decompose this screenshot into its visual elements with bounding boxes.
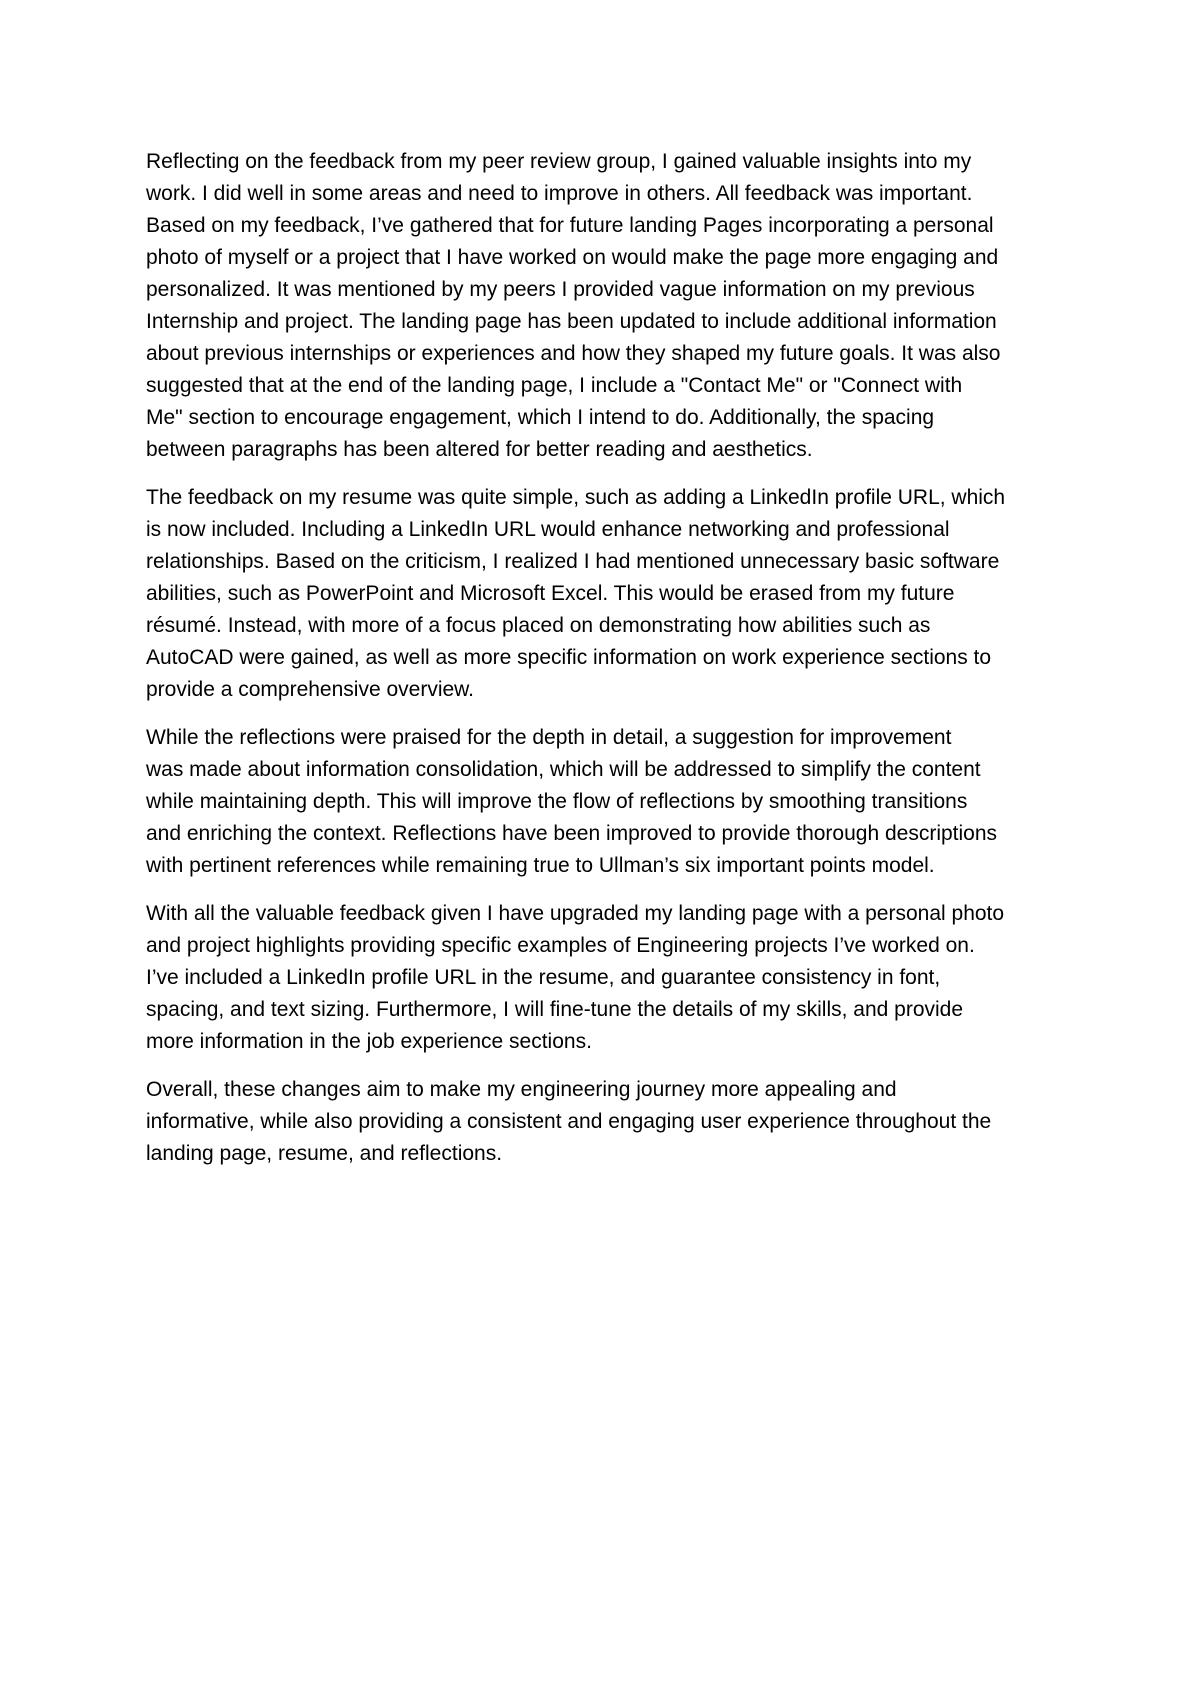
paragraph-line: more information in the job experience sections. xyxy=(146,1030,592,1053)
paragraph-line: about previous internships or experiences and how they shaped my future goals. It was also xyxy=(146,342,1001,365)
paragraph-3 xyxy=(146,722,1066,882)
paragraph-line: Internship and project. The landing page has been updated to include additional information xyxy=(146,310,997,333)
paragraph-line: relationships. Based on the criticism, I realized I had mentioned unnecessary basic software xyxy=(146,550,1000,573)
paragraph-line: informative, while also providing a consistent and engaging user experience throughout the xyxy=(146,1110,992,1133)
paragraph-5 xyxy=(146,1074,1066,1170)
paragraph-line: The feedback on my resume was quite simple, such as adding a LinkedIn profile URL, which xyxy=(146,486,1006,509)
paragraph-line: Overall, these changes aim to make my engineering journey more appealing and xyxy=(146,1078,897,1101)
paragraph-line: I’ve included a LinkedIn profile URL in the resume, and guarantee consistency in font, xyxy=(146,966,941,989)
paragraph-line: AutoCAD were gained, as well as more specific information on work experience sections to xyxy=(146,646,992,669)
paragraph-line: was made about information consolidation, which will be addressed to simplify the content xyxy=(146,758,981,781)
paragraph-line: with pertinent references while remaining true to Ullman’s six important points model. xyxy=(146,854,935,877)
paragraph-line: Reflecting on the feedback from my peer review group, I gained valuable insights into my xyxy=(146,150,972,173)
paragraph-line: résumé. Instead, with more of a focus placed on demonstrating how abilities such as xyxy=(146,614,931,637)
paragraph-line: Based on my feedback, I’ve gathered that for future landing Pages incorporating a personal xyxy=(146,214,994,237)
paragraph-line: provide a comprehensive overview. xyxy=(146,678,475,701)
paragraph-line: and project highlights providing specific examples of Engineering projects I’ve worked on. xyxy=(146,934,975,957)
paragraph-line: While the reflections were praised for the depth in detail, a suggestion for improvement xyxy=(146,726,952,749)
paragraph-line: With all the valuable feedback given I have upgraded my landing page with a personal photo xyxy=(146,902,1005,925)
paragraph-line: spacing, and text sizing. Furthermore, I will fine-tune the details of my skills, and provide xyxy=(146,998,964,1021)
paragraph-4 xyxy=(146,898,1066,1058)
paragraph-line: and enriching the context. Reflections have been improved to provide thorough descriptions xyxy=(146,822,998,845)
paragraph-1 xyxy=(146,146,1066,466)
paragraph-line: photo of myself or a project that I have worked on would make the page more engaging and xyxy=(146,246,999,269)
paragraph-line: work. I did well in some areas and need to improve in others. All feedback was important. xyxy=(146,182,973,205)
document-body xyxy=(146,146,1066,1186)
paragraph-line: personalized. It was mentioned by my peers I provided vague information on my previous xyxy=(146,278,975,301)
paragraph-line: Me" section to encourage engagement, which I intend to do. Additionally, the spacing xyxy=(146,406,935,429)
paragraph-line: suggested that at the end of the landing page, I include a "Contact Me" or "Connect with xyxy=(146,374,963,397)
paragraph-line: while maintaining depth. This will improve the flow of reflections by smoothing transitions xyxy=(146,790,968,813)
paragraph-2 xyxy=(146,482,1066,706)
paragraph-line: landing page, resume, and reflections. xyxy=(146,1142,503,1165)
paragraph-line: is now included. Including a LinkedIn URL would enhance networking and professional xyxy=(146,518,950,541)
paragraph-line: between paragraphs has been altered for better reading and aesthetics. xyxy=(146,438,813,461)
paragraph-line: abilities, such as PowerPoint and Microsoft Excel. This would be erased from my future xyxy=(146,582,955,605)
